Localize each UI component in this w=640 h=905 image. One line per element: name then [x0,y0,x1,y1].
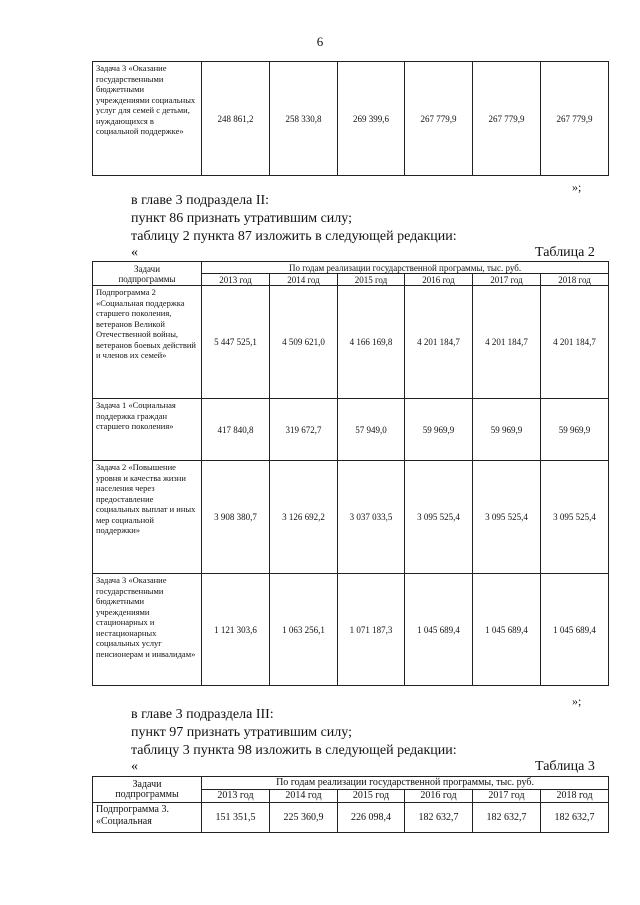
opening-quote: « [131,245,138,260]
value-cell: 182 632,7 [541,803,609,833]
year-header: 2018 год [541,274,609,286]
value-cell: 226 098,4 [338,803,405,833]
task-name: Подпрограмма 2 «Социальная поддержка старшего поколения, ветеранов Великой Отечественной войны, ветеранов боевых действий и членов их семей» [93,286,202,399]
year-header: 2017 год [473,790,541,803]
value-cell: 182 632,7 [473,803,541,833]
value-cell: 3 095 525,4 [473,461,541,574]
paragraph: таблицу 2 пункта 87 изложить в следующей редакции: [131,229,457,244]
paragraph: таблицу 3 пункта 98 изложить в следующей редакции: [131,743,457,758]
table-row [93,286,609,399]
task-name: Задача 3 «Оказание государственными бюджетными учреждениями стационарных и нестационарных социальных услуг пенсионерам и инвалидам» [93,574,202,686]
value-cell: 267 779,9 [405,62,473,176]
column-header-years: По годам реализации государственной программы, тыс. руб. [202,777,609,790]
task-name: Задача 1 «Социальная поддержка граждан старшего поколения» [93,399,202,461]
table-label: Таблица 2 [535,245,595,260]
table-row [93,574,609,686]
header-text: Задачи [133,263,161,274]
year-header: 2013 год [202,274,270,286]
year-header: 2015 год [338,790,405,803]
value-cell: 269 399,6 [338,62,405,176]
table-header-row [93,777,609,790]
value-cell: 5 447 525,1 [202,286,270,399]
table-row [93,399,609,461]
value-cell: 319 672,7 [270,399,338,461]
column-header-tasks [93,777,202,803]
value-cell: 3 908 380,7 [202,461,270,574]
value-cell: 4 509 621,0 [270,286,338,399]
closing-quote: »; [572,180,582,194]
value-cell: 59 969,9 [541,399,609,461]
value-cell: 3 126 692,2 [270,461,338,574]
paragraph: пункт 86 признать утратившим силу; [131,211,352,226]
table-1 [92,61,609,176]
page-number: 6 [316,34,324,49]
value-cell: 57 949,0 [338,399,405,461]
paragraph: пункт 97 признать утратившим силу; [131,725,352,740]
paragraph: в главе 3 подраздела II: [131,193,270,208]
value-cell: 1 121 303,6 [202,574,270,686]
header-text: подпрограммы [115,788,179,800]
value-cell: 1 071 187,3 [338,574,405,686]
task-name: Подпрограмма 3. «Социальная [93,803,202,833]
year-header: 2013 год [202,790,270,803]
value-cell: 225 360,9 [270,803,338,833]
value-cell: 4 166 169,8 [338,286,405,399]
paragraph: в главе 3 подраздела III: [131,707,274,722]
table-label: Таблица 3 [535,759,595,774]
value-cell: 3 095 525,4 [405,461,473,574]
value-cell: 151 351,5 [202,803,270,833]
year-header: 2014 год [270,790,338,803]
table-row [93,62,609,176]
value-cell: 417 840,8 [202,399,270,461]
table-2 [92,261,609,686]
table-row [93,803,609,833]
value-cell: 267 779,9 [541,62,609,176]
value-cell: 1 045 689,4 [405,574,473,686]
header-text: подпрограммы [118,273,176,284]
value-cell: 267 779,9 [473,62,541,176]
value-cell: 4 201 184,7 [541,286,609,399]
value-cell: 4 201 184,7 [473,286,541,399]
year-header: 2017 год [473,274,541,286]
value-cell: 1 045 689,4 [473,574,541,686]
value-cell: 1 063 256,1 [270,574,338,686]
closing-quote: »; [572,694,582,708]
year-header: 2016 год [405,790,473,803]
table-row [93,461,609,574]
task-name: Задача 2 «Повышение уровня и качества жизни населения через предоставление социальных выплат и иных мер социальной поддержки» [93,461,202,574]
table-3 [92,776,609,833]
opening-quote: « [131,759,138,774]
value-cell: 4 201 184,7 [405,286,473,399]
column-header-years: По годам реализации государственной программы, тыс. руб. [202,262,609,274]
value-cell: 59 969,9 [405,399,473,461]
value-cell: 59 969,9 [473,399,541,461]
header-text: Задачи [132,778,162,790]
year-header: 2014 год [270,274,338,286]
column-header-tasks [93,262,202,286]
table-header-row [93,262,609,274]
year-header: 2016 год [405,274,473,286]
value-cell: 3 037 033,5 [338,461,405,574]
value-cell: 182 632,7 [405,803,473,833]
year-header: 2018 год [541,790,609,803]
value-cell: 3 095 525,4 [541,461,609,574]
year-header: 2015 год [338,274,405,286]
value-cell: 1 045 689,4 [541,574,609,686]
value-cell: 258 330,8 [270,62,338,176]
task-name: Задача 3 «Оказание государственными бюджетными учреждениями социальных услуг для семей с детьми, нуждающихся в социальной поддержке» [93,62,202,176]
value-cell: 248 861,2 [202,62,270,176]
